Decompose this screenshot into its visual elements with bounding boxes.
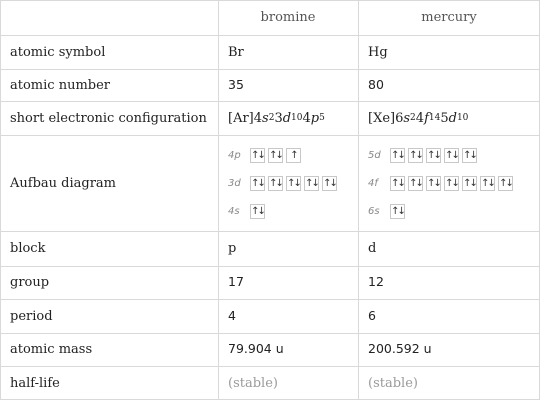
orbital-box: ↑↓ (409, 149, 422, 161)
config-term: f (424, 110, 429, 126)
orbital-box: ↑↓ (481, 177, 494, 189)
header-bromine: bromine (260, 10, 316, 25)
orbital-box: ↑↓ (445, 177, 458, 189)
mercury-half-life: (stable) (368, 375, 418, 391)
orbital-box: ↑↓ (251, 177, 264, 189)
bromine-aufbau-diagram (228, 145, 353, 225)
orbital-box: ↑↓ (269, 177, 282, 189)
config-term: 4 (415, 110, 425, 126)
orbital-box: ↑↓ (499, 177, 512, 189)
config-term: p (310, 110, 320, 126)
row-label-atomic-mass: atomic mass (10, 342, 93, 357)
row-label-group: group (10, 275, 50, 290)
bromine-period: 4 (228, 307, 236, 323)
orbital-label: 6s (368, 205, 380, 217)
orbital-box: ↑↓ (445, 149, 458, 161)
config-term: 5 (440, 110, 449, 126)
orbital-box: ↑↓ (463, 177, 476, 189)
orbital-box: ↑↓ (427, 149, 440, 161)
bromine-atomic-symbol: Br (228, 44, 244, 60)
orbital-box: ↑↓ (409, 177, 422, 189)
config-term: s (403, 110, 411, 126)
row-label-aufbau: Aufbau diagram (10, 175, 116, 191)
bromine-orbital-row-4s (228, 201, 268, 221)
bromine-half-life: (stable) (228, 375, 278, 391)
mercury-orbital-row-6s (368, 201, 408, 221)
orbital-box: ↑↓ (463, 149, 476, 161)
mercury-period: 6 (368, 307, 376, 323)
mercury-aufbau-diagram (368, 145, 536, 225)
orbital-box: ↑↓ (287, 177, 300, 189)
bromine-orbital-row-3d (228, 173, 340, 193)
mercury-block: d (368, 241, 377, 256)
config-term: s (262, 110, 269, 126)
row-label-period: period (10, 308, 53, 324)
config-core: [Ar] (228, 110, 254, 126)
config-term: 4 (302, 110, 311, 126)
bromine-group: 17 (228, 274, 244, 290)
mercury-electron-config: [Xe] 6 s 2 4 f 14 5 d 10 (368, 110, 469, 126)
orbital-label: 4s (228, 205, 240, 217)
orbital-label: 4f (368, 177, 378, 189)
mercury-orbital-row-4f (368, 173, 516, 193)
mercury-group: 12 (368, 274, 384, 290)
orbital-box: ↑↓ (305, 177, 318, 189)
orbital-label: 4p (228, 149, 241, 161)
mercury-atomic-mass: 200.592 u (368, 341, 432, 357)
config-term: 6 (395, 110, 404, 126)
row-label-electron-config: short electronic configuration (10, 110, 207, 126)
header-mercury: mercury (421, 10, 477, 25)
mercury-atomic-number: 80 (368, 76, 384, 92)
orbital-box: ↑↓ (427, 177, 440, 189)
orbital-box: ↑↓ (391, 177, 404, 189)
mercury-orbital-row-5d (368, 145, 480, 165)
orbital-box: ↑↓ (251, 149, 264, 161)
orbital-label: 3d (228, 177, 241, 189)
config-term: d (448, 110, 457, 126)
orbital-label: 5d (368, 149, 381, 161)
orbital-box: ↑↓ (323, 177, 336, 189)
row-label-block: block (10, 241, 46, 256)
config-core: [Xe] (368, 110, 396, 126)
bromine-atomic-mass: 79.904 u (228, 341, 284, 357)
orbital-box: ↑↓ (269, 149, 282, 161)
orbital-box: ↑↓ (391, 205, 404, 217)
config-term: 4 (253, 110, 263, 126)
bromine-block: p (228, 241, 237, 256)
bromine-electron-config: [Ar] 4 s 2 3 d 10 4 p 5 (228, 110, 325, 126)
mercury-atomic-symbol: Hg (368, 44, 388, 60)
row-label-atomic-symbol: atomic symbol (10, 44, 106, 60)
orbital-box: ↑ (286, 148, 301, 163)
row-label-half-life: half-life (10, 375, 60, 391)
orbital-box: ↑↓ (391, 149, 404, 161)
config-term: 3 (274, 110, 283, 126)
config-term: d (282, 110, 292, 126)
bromine-atomic-number: 35 (228, 76, 244, 92)
orbital-box: ↑↓ (251, 205, 264, 217)
bromine-orbital-row-4p (228, 145, 304, 165)
row-label-atomic-number: atomic number (10, 77, 111, 93)
